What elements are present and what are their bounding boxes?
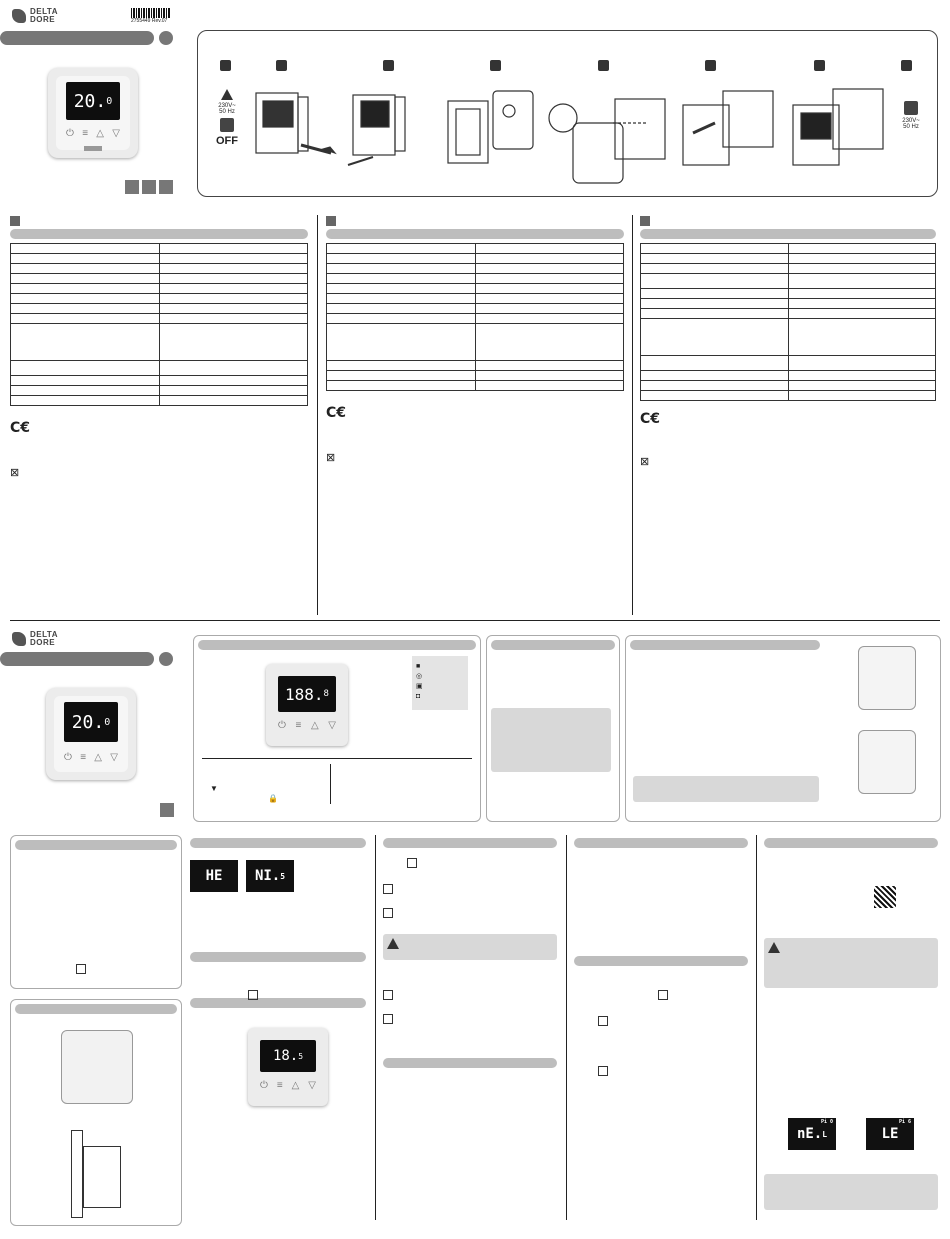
main-temp-2: 20. bbox=[71, 711, 105, 733]
wiring-diagram-2 bbox=[858, 730, 916, 794]
main-temp: 20. bbox=[73, 90, 107, 112]
code-ne bbox=[788, 1118, 836, 1150]
thermostat-photo bbox=[48, 68, 138, 158]
lock-column bbox=[574, 838, 748, 848]
code-le-value: LE bbox=[881, 1126, 899, 1142]
description-box bbox=[10, 835, 182, 989]
off-label: OFF bbox=[216, 135, 238, 147]
weee-bin-icon: ⊠ bbox=[326, 452, 336, 464]
down-arrow-icon: ▽ bbox=[112, 128, 120, 139]
installation-steps-panel bbox=[197, 30, 938, 197]
thermostat-face-diagram bbox=[266, 664, 348, 746]
mode-legend: ■ ◎ ▣ ◘ bbox=[412, 656, 468, 710]
face-temp-dec: 8 bbox=[323, 689, 329, 699]
thermostat-photo-2 bbox=[46, 688, 136, 780]
thermostat-hand-diagram bbox=[248, 1028, 328, 1106]
warning-icon bbox=[387, 938, 399, 949]
power-icon: ⏻ bbox=[64, 752, 72, 763]
wiring-diagram-1 bbox=[858, 646, 916, 710]
down-icon: ▼ bbox=[210, 784, 218, 793]
down-arrow-icon: ▽ bbox=[110, 752, 118, 763]
spec-table-2 bbox=[326, 243, 624, 391]
display-description-box bbox=[193, 635, 481, 822]
menu-icon: ≡ bbox=[80, 752, 87, 763]
code-pi6: Pi 6 bbox=[898, 1119, 911, 1125]
spec-column-1 bbox=[10, 216, 308, 479]
menu-icon: ≡ bbox=[276, 1080, 283, 1091]
language-square bbox=[160, 803, 174, 817]
brand-line1-2: DELTA bbox=[30, 630, 58, 639]
ce-mark-icon: C€ bbox=[640, 411, 661, 427]
brand-line1: DELTA bbox=[30, 7, 58, 16]
language-squares bbox=[125, 180, 173, 194]
title-dot bbox=[159, 31, 173, 45]
main-temp-dec-2: 0 bbox=[104, 716, 111, 728]
code-le bbox=[866, 1118, 914, 1150]
brand-line2-2: DORE bbox=[30, 638, 56, 647]
spec-table-1 bbox=[10, 243, 308, 406]
power-icon: ⏻ bbox=[260, 1080, 268, 1091]
power-icon: ⏻ bbox=[278, 720, 286, 731]
spec-column-2 bbox=[326, 216, 624, 464]
wiring-box bbox=[625, 635, 941, 822]
up-arrow-icon: △ bbox=[96, 128, 104, 139]
hand-temp-dec: 5 bbox=[298, 1051, 304, 1061]
spec-table-3 bbox=[640, 243, 936, 401]
down-arrow-icon: ▽ bbox=[328, 720, 336, 731]
spec-column-3 bbox=[640, 216, 936, 468]
up-arrow-icon: △ bbox=[94, 752, 102, 763]
face-temp: 188. bbox=[285, 684, 324, 704]
dimensions-box bbox=[10, 999, 182, 1226]
power-icon: ⏻ bbox=[66, 128, 74, 139]
breaker-icon bbox=[220, 118, 234, 132]
code-ni-dec: 5 bbox=[280, 871, 286, 881]
menu-column bbox=[383, 838, 557, 848]
weee-bin-icon: ⊠ bbox=[10, 467, 20, 479]
warning-icon bbox=[768, 942, 780, 953]
down-arrow-icon: ▽ bbox=[308, 1080, 316, 1091]
code-ni-value: NI. bbox=[254, 868, 281, 884]
menu-icon: ≡ bbox=[82, 128, 89, 139]
code-he: HE bbox=[190, 860, 238, 892]
brand-logo-2 bbox=[12, 631, 58, 647]
brand-logo bbox=[12, 8, 58, 24]
up-arrow-icon: △ bbox=[291, 1080, 300, 1091]
brand-line2: DORE bbox=[30, 15, 56, 24]
app-column bbox=[764, 838, 938, 1142]
ce-mark-icon: C€ bbox=[10, 420, 31, 436]
barcode-text: 2755449 Rev.07 bbox=[131, 18, 168, 24]
logo-mark-icon bbox=[12, 9, 26, 23]
barcode bbox=[131, 8, 171, 24]
info-box bbox=[486, 635, 620, 822]
lock-icon: 🔒 bbox=[268, 794, 278, 803]
warning-voltage: 230V~ 50 Hz bbox=[218, 103, 236, 115]
back-view-diagram bbox=[61, 1030, 133, 1104]
menu-icon: ≡ bbox=[295, 720, 302, 731]
code-ne-value: nE. bbox=[796, 1126, 823, 1142]
ce-mark-icon: C€ bbox=[326, 405, 347, 421]
title-bar bbox=[0, 31, 154, 45]
up-arrow-icon: △ bbox=[310, 720, 319, 731]
breaker-on-icon bbox=[904, 101, 918, 115]
title-dot-2 bbox=[159, 652, 173, 666]
codes-column bbox=[190, 838, 366, 1091]
code-ne-dec: L bbox=[822, 1129, 828, 1139]
code-ni bbox=[246, 860, 294, 892]
code-pi0: Pi 0 bbox=[820, 1119, 833, 1125]
title-bar-2 bbox=[0, 652, 154, 666]
hand-temp: 18. bbox=[272, 1048, 299, 1064]
thermo-logo-icon bbox=[84, 146, 102, 151]
side-view-diagram bbox=[71, 1130, 83, 1218]
weee-bin-icon: ⊠ bbox=[640, 456, 650, 468]
warning-icon bbox=[221, 89, 233, 100]
qr-code-icon bbox=[874, 886, 896, 908]
main-temp-dec: 0 bbox=[106, 95, 113, 107]
installation-illustrations bbox=[253, 83, 933, 193]
final-voltage: 230V~ 50 Hz bbox=[902, 118, 920, 130]
